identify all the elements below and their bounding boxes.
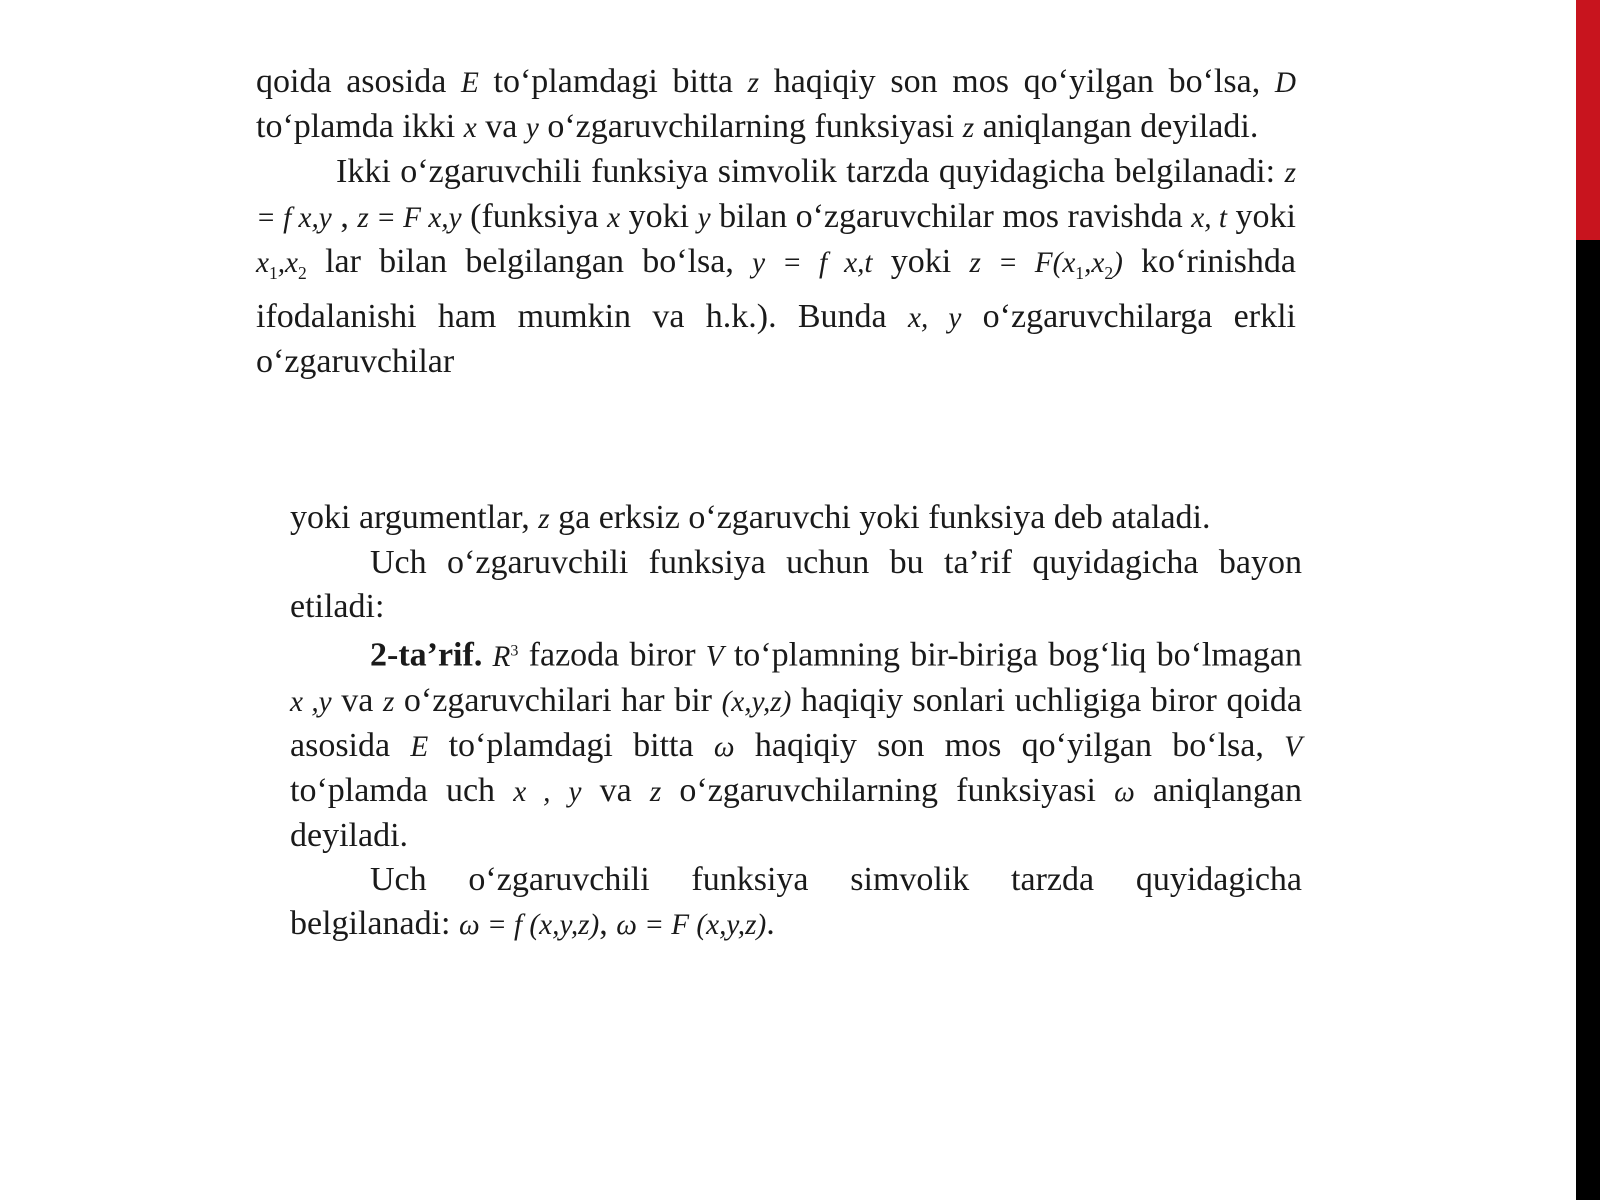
math-var-omega: ω [1114, 775, 1135, 808]
math-superscript: 3 [510, 642, 519, 659]
text-run: yoki [1227, 198, 1297, 235]
math-formula-F: z = F x,y [357, 202, 462, 234]
text-run: ko‘rinishda ifodalanishi ham mumkin va h.k.). Bunda [256, 243, 1296, 335]
math-part: ,x [1084, 247, 1105, 279]
math-formula-z-F-x1x2 [969, 247, 1123, 283]
math-part: x [256, 247, 269, 279]
math-var-x: x , [513, 775, 551, 808]
math-part: z = F(x [969, 247, 1076, 279]
math-space-R3 [493, 641, 519, 673]
text-run: to‘plamning bir-biriga bog‘liq bo‘lmagan [723, 636, 1303, 674]
text-run [550, 772, 568, 809]
text-run: , [599, 904, 617, 942]
text-run: lar bilan belgilangan bo‘lsa, [306, 243, 753, 280]
paragraph-definition-2 [290, 629, 1302, 858]
text-run: (funksiya [461, 198, 608, 235]
text-run: Uch o‘zgaruvchili funksiya uchun bu ta’rif quyidagicha bayon etiladi: [290, 544, 1302, 625]
math-formula-x1x2 [256, 247, 307, 283]
math-formula-xt: x, t [1191, 202, 1228, 234]
text-run: haqiqiy son mos qo‘yilgan bo‘lsa, [734, 726, 1285, 764]
right-edge-black-bar [1576, 240, 1600, 1200]
text-run: aniqlangan deyiladi. [974, 108, 1259, 145]
math-var-V: V [1284, 730, 1303, 763]
math-var-E: E [410, 730, 429, 763]
math-var-z: z [747, 67, 760, 99]
text-run: qoida asosida [256, 63, 461, 100]
text-run [482, 637, 492, 674]
text-run: fazoda biror [518, 636, 706, 674]
text-run: o‘zgaruvchilarning funksiyasi [538, 108, 963, 145]
math-var-z: z [382, 685, 395, 718]
math-formula-omega-f: ω = f (x,y,z) [459, 908, 600, 941]
paragraph-two-variable-notation [256, 150, 1296, 384]
text-run: Uch o‘zgaruvchili funksiya simvolik tarzda quyidagicha belgilanadi: [290, 860, 1302, 942]
text-run: o‘zgaruvchilarning funksiyasi [661, 771, 1115, 809]
text-run: va [331, 681, 383, 719]
text-run: bilan o‘zgaruvchilar mos ravishda [710, 198, 1192, 235]
text-run: to‘plamda ikki [256, 108, 464, 145]
math-subscript: 1 [1075, 262, 1085, 283]
math-subscript: 2 [298, 262, 307, 283]
paragraph-arguments [290, 496, 1302, 541]
text-run: to‘plamdagi bitta [478, 63, 748, 100]
math-var-y: y [697, 202, 711, 234]
right-edge-red-bar [1576, 0, 1600, 240]
math-var-V: V [705, 640, 724, 673]
text-run: o‘zgaruvchilari har bir [394, 681, 722, 719]
text-run: to‘plamdagi bitta [428, 726, 714, 764]
text-run: aniqlangan deyiladi. [290, 771, 1303, 854]
math-var-omega: ω [713, 730, 735, 763]
math-var-z: z [962, 112, 975, 144]
math-formula-f: z = f x,y [256, 157, 1296, 234]
math-formula-xy: x, y [907, 301, 962, 334]
math-var-E: E [461, 67, 479, 99]
math-var-z: z [649, 775, 662, 808]
text-run: ga erksiz o‘zgaruvchi yoki funksiya deb ataladi. [549, 499, 1211, 536]
text-run: Ikki o‘zgaruvchili funksiya simvolik tarzda quyidagicha belgilanadi: [336, 153, 1285, 190]
math-var-D: D [1274, 67, 1297, 99]
math-part: ) [1113, 247, 1123, 279]
math-subscript: 1 [268, 262, 278, 283]
paragraph-three-variable-intro [290, 541, 1302, 629]
definition-label: 2-ta’rif. [370, 636, 483, 674]
paragraph-definition-end [256, 60, 1296, 150]
math-triple-xyz: (x,y,z) [721, 685, 792, 718]
text-run: haqiqiy son mos qo‘yilgan bo‘lsa, [759, 63, 1275, 100]
text-run: o‘zgaruvchilarga erkli o‘zgaruvchilar [256, 297, 1296, 380]
text-run: haqiqiy sonlari uchligiga biror qoida asosida [290, 681, 1302, 764]
math-var-x: x [463, 112, 477, 144]
math-formula-omega-F: ω = F (x,y,z) [616, 908, 767, 941]
math-formula-y-f-xt: y = f x,t [752, 247, 873, 279]
paragraph-three-variable-notation [290, 858, 1302, 947]
text-run: yoki [872, 243, 970, 280]
text-run: yoki argumentlar, [290, 499, 539, 536]
math-var-y: y [525, 112, 539, 144]
text-block-top [256, 60, 1296, 384]
text-run: va [476, 108, 526, 145]
math-var-z: z [538, 503, 550, 535]
math-part: R [492, 640, 511, 673]
text-run: to‘plamda uch [290, 771, 514, 809]
math-var-xy: x ,y [290, 685, 332, 718]
text-run: va [581, 771, 650, 809]
text-run: , [331, 198, 358, 235]
text-run: yoki [620, 198, 698, 235]
text-run: . [766, 904, 775, 942]
text-block-bottom [290, 496, 1302, 947]
math-part: ,x [277, 247, 299, 279]
math-subscript: 2 [1104, 262, 1114, 283]
math-var-x: x [607, 202, 621, 234]
math-var-y: y [568, 775, 582, 808]
